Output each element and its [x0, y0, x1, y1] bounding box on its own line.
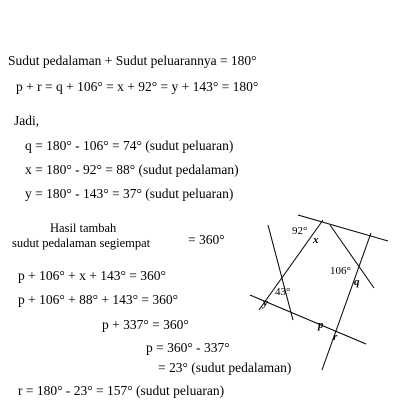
quadrilateral-lines [250, 215, 388, 370]
angle-q-label: q [354, 276, 360, 288]
equation-r: r = 180° - 23° = 157° (sudut peluaran) [18, 383, 225, 398]
top-right-extension [330, 225, 374, 288]
jadi-label: Jadi, [14, 113, 40, 128]
angle-x-label: x [313, 234, 319, 246]
angle-43-label: 43° [275, 286, 291, 298]
angle-92-label: 92° [292, 225, 308, 237]
angle-r-label: r [333, 331, 338, 343]
equation-p-step4: p = 360° - 337° [146, 340, 230, 355]
top-side-line [298, 215, 388, 241]
angle-106-label: 106° [330, 265, 351, 277]
equation-x: x = 180° - 92° = 88° (sudut pedalaman) [25, 162, 239, 177]
angle-p-label: p [318, 319, 324, 331]
statement-interior-exterior-sum: Sudut pedalaman + Sudut peluarannya = 180° [8, 53, 257, 68]
quadrilateral-sum-value: = 360° [188, 232, 225, 247]
angle-y-label: y [263, 297, 268, 309]
equation-p-step1: p + 106° + x + 143° = 360° [18, 268, 166, 283]
quadrilateral-sum-subheading: sudut pedalaman segiempat [12, 236, 151, 250]
equation-y: y = 180° - 143° = 37° (sudut peluaran) [25, 186, 234, 201]
left-side-extension [268, 225, 293, 320]
equation-angle-pairs: p + r = q + 106° = x + 92° = y + 143° = 180° [16, 79, 259, 94]
equation-p-step2: p + 106° + 88° + 143° = 360° [18, 292, 179, 307]
equation-p-step3: p + 337° = 360° [102, 317, 189, 332]
quadrilateral-sum-heading: Hasil tambah [50, 221, 117, 235]
equation-q: q = 180° - 106° = 74° (sudut peluaran) [25, 138, 234, 153]
right-side-line [322, 233, 371, 370]
equation-p-result: = 23° (sudut pedalaman) [158, 360, 292, 375]
